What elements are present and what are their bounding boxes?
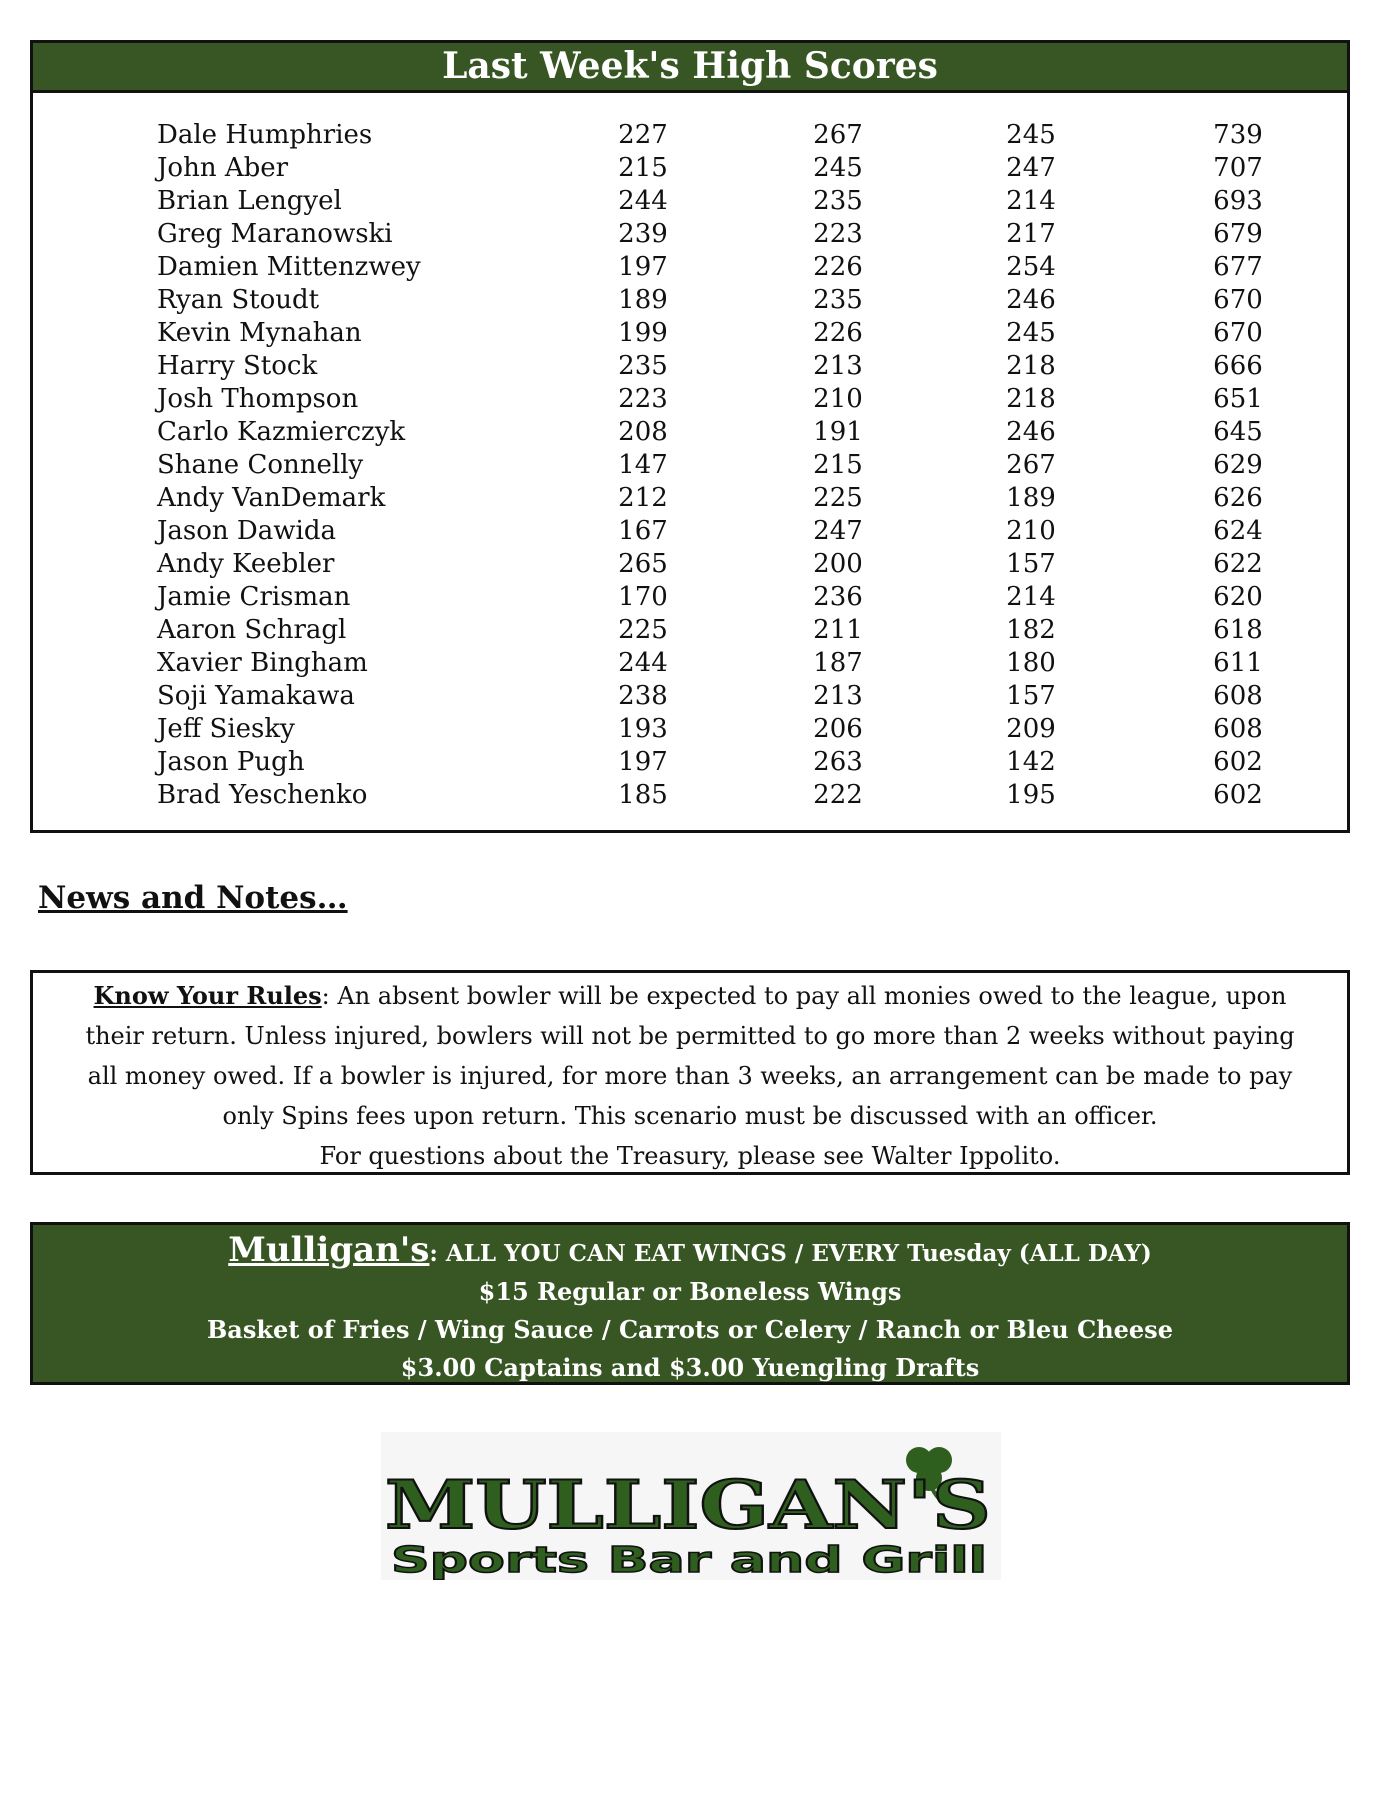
game-2-score: 206 [813, 714, 863, 744]
score-row [33, 185, 1347, 218]
promo-bar-name: Mulligan's [228, 1230, 430, 1270]
game-3-score: 245 [1006, 318, 1056, 348]
series-total: 670 [1213, 285, 1263, 315]
mulligans-logo [381, 1432, 1001, 1580]
bowler-name: Jamie Crisman [157, 582, 351, 612]
bowler-name: Andy VanDemark [157, 483, 386, 513]
series-total: 618 [1213, 615, 1263, 645]
rules-box [30, 970, 1350, 1175]
svg-text:MULLIGAN'S: MULLIGAN'S [385, 1466, 991, 1544]
series-total: 626 [1213, 483, 1263, 513]
news-heading: News and Notes… [38, 880, 348, 916]
score-row [33, 449, 1347, 482]
game-2-score: 236 [813, 582, 863, 612]
series-total: 707 [1213, 153, 1263, 183]
promo-sides-line: Basket of Fries / Wing Sauce / Carrots or Celery / Ranch or Bleu Cheese [207, 1315, 1173, 1344]
game-2-score: 191 [813, 417, 863, 447]
game-3-score: 157 [1006, 681, 1056, 711]
game-3-score: 195 [1006, 780, 1056, 810]
game-2-score: 222 [813, 780, 863, 810]
game-3-score: 246 [1006, 417, 1056, 447]
high-scores-table [33, 119, 1347, 812]
promo-headline-line [33, 1225, 1347, 1273]
series-total: 677 [1213, 252, 1263, 282]
bowler-name: Kevin Mynahan [157, 318, 362, 348]
game-1-score: 238 [618, 681, 668, 711]
game-1-score: 189 [618, 285, 668, 315]
promo-box [30, 1222, 1350, 1385]
game-2-score: 223 [813, 219, 863, 249]
game-3-score: 214 [1006, 186, 1056, 216]
bowler-name: Josh Thompson [157, 384, 359, 414]
series-total: 624 [1213, 516, 1263, 546]
series-total: 602 [1213, 747, 1263, 777]
rules-label: Know Your Rules [93, 981, 322, 1010]
game-1-score: 235 [618, 351, 668, 381]
bowler-name: Andy Keebler [157, 549, 335, 579]
game-1-score: 197 [618, 747, 668, 777]
bowler-name: Jason Pugh [157, 747, 305, 777]
game-3-score: 267 [1006, 450, 1056, 480]
game-1-score: 197 [618, 252, 668, 282]
series-total: 602 [1213, 780, 1263, 810]
score-row [33, 746, 1347, 779]
promo-drinks-line: $3.00 Captains and $3.00 Yuengling Drafts [400, 1353, 980, 1382]
bowler-name: Aaron Schragl [157, 615, 347, 645]
game-1-score: 244 [618, 186, 668, 216]
rules-paragraph [33, 973, 1347, 1176]
treasury-text: For questions about the Treasury, please see Walter Ippolito. [319, 1142, 1061, 1170]
series-total: 651 [1213, 384, 1263, 414]
score-row [33, 647, 1347, 680]
score-row [33, 779, 1347, 812]
game-2-score: 226 [813, 318, 863, 348]
score-row [33, 482, 1347, 515]
score-row [33, 581, 1347, 614]
game-3-score: 247 [1006, 153, 1056, 183]
game-2-score: 210 [813, 384, 863, 414]
bowler-name: John Aber [157, 153, 289, 183]
game-2-score: 213 [813, 351, 863, 381]
series-total: 693 [1213, 186, 1263, 216]
bowler-name: Brian Lengyel [157, 186, 342, 216]
game-2-score: 263 [813, 747, 863, 777]
bowler-name: Greg Maranowski [157, 219, 393, 249]
series-total: 620 [1213, 582, 1263, 612]
game-2-score: 267 [813, 120, 863, 150]
game-1-score: 147 [618, 450, 668, 480]
game-3-score: 180 [1006, 648, 1056, 678]
series-total: 670 [1213, 318, 1263, 348]
svg-text:Sports Bar and Grill: Sports Bar and Grill [391, 1540, 987, 1580]
series-total: 622 [1213, 549, 1263, 579]
score-row [33, 119, 1347, 152]
series-total: 611 [1213, 648, 1263, 678]
bowler-name: Carlo Kazmierczyk [157, 417, 406, 447]
bowler-name: Damien Mittenzwey [157, 252, 421, 282]
bowler-name: Harry Stock [157, 351, 318, 381]
game-2-score: 211 [813, 615, 863, 645]
game-3-score: 218 [1006, 351, 1056, 381]
game-1-score: 212 [618, 483, 668, 513]
score-row [33, 284, 1347, 317]
score-row [33, 515, 1347, 548]
series-total: 679 [1213, 219, 1263, 249]
game-3-score: 245 [1006, 120, 1056, 150]
rules-text: : An absent bowler will be expected to pay all monies owed to the league, upon their return. Unless injured, bowlers will not be permitted to go more than 2 weeks without paying all money owed. If a bowler is injured, for more than 3 weeks, an arrangement can be made to pay only Spins fees upon return. This scenario must be discussed with an officer. [85, 982, 1295, 1130]
score-row [33, 218, 1347, 251]
game-3-score: 254 [1006, 252, 1056, 282]
game-3-score: 214 [1006, 582, 1056, 612]
game-2-score: 245 [813, 153, 863, 183]
game-2-score: 235 [813, 186, 863, 216]
game-1-score: 227 [618, 120, 668, 150]
game-1-score: 215 [618, 153, 668, 183]
game-1-score: 244 [618, 648, 668, 678]
game-1-score: 199 [618, 318, 668, 348]
score-row [33, 152, 1347, 185]
series-total: 608 [1213, 714, 1263, 744]
game-3-score: 218 [1006, 384, 1056, 414]
high-scores-title: Last Week's High Scores [33, 43, 1347, 93]
series-total: 739 [1213, 120, 1263, 150]
high-scores-box [30, 40, 1350, 833]
series-total: 666 [1213, 351, 1263, 381]
game-2-score: 213 [813, 681, 863, 711]
game-2-score: 187 [813, 648, 863, 678]
game-1-score: 239 [618, 219, 668, 249]
bowler-name: Soji Yamakawa [157, 681, 355, 711]
game-3-score: 142 [1006, 747, 1056, 777]
score-row [33, 548, 1347, 581]
series-total: 608 [1213, 681, 1263, 711]
game-2-score: 247 [813, 516, 863, 546]
game-1-score: 265 [618, 549, 668, 579]
game-1-score: 208 [618, 417, 668, 447]
promo-price-line: $15 Regular or Boneless Wings [478, 1277, 902, 1306]
series-total: 645 [1213, 417, 1263, 447]
promo-headline: : ALL YOU CAN EAT WINGS / EVERY Tuesday (ALL DAY) [429, 1240, 1152, 1267]
score-row [33, 350, 1347, 383]
game-3-score: 157 [1006, 549, 1056, 579]
score-row [33, 317, 1347, 350]
score-row [33, 614, 1347, 647]
series-total: 629 [1213, 450, 1263, 480]
game-3-score: 182 [1006, 615, 1056, 645]
game-3-score: 189 [1006, 483, 1056, 513]
score-row [33, 680, 1347, 713]
game-1-score: 167 [618, 516, 668, 546]
game-1-score: 193 [618, 714, 668, 744]
game-1-score: 223 [618, 384, 668, 414]
game-2-score: 235 [813, 285, 863, 315]
game-1-score: 170 [618, 582, 668, 612]
game-1-score: 185 [618, 780, 668, 810]
game-2-score: 200 [813, 549, 863, 579]
score-row [33, 713, 1347, 746]
bowler-name: Dale Humphries [157, 120, 373, 150]
game-2-score: 226 [813, 252, 863, 282]
bowler-name: Jason Dawida [157, 516, 336, 546]
game-2-score: 215 [813, 450, 863, 480]
game-3-score: 210 [1006, 516, 1056, 546]
bowler-name: Ryan Stoudt [157, 285, 320, 315]
bowler-name: Shane Connelly [157, 450, 364, 480]
game-3-score: 209 [1006, 714, 1056, 744]
game-3-score: 246 [1006, 285, 1056, 315]
score-row [33, 251, 1347, 284]
score-row [33, 416, 1347, 449]
game-3-score: 217 [1006, 219, 1056, 249]
bowler-name: Jeff Siesky [157, 714, 295, 744]
game-2-score: 225 [813, 483, 863, 513]
bowler-name: Brad Yeschenko [157, 780, 368, 810]
game-1-score: 225 [618, 615, 668, 645]
score-row [33, 383, 1347, 416]
bowler-name: Xavier Bingham [157, 648, 368, 678]
